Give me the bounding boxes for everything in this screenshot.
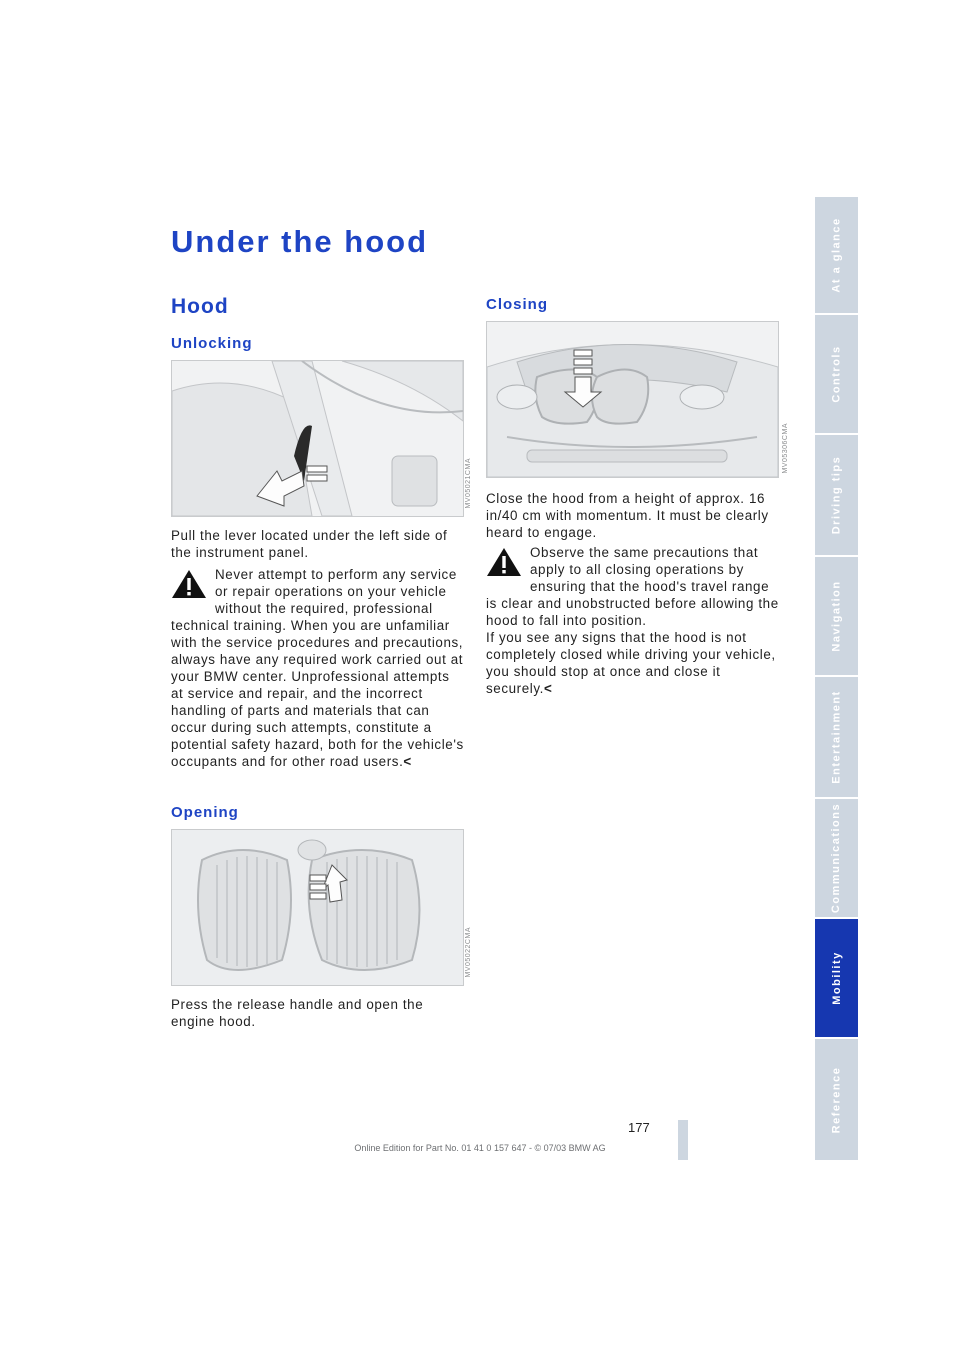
- footer-edition-note: Online Edition for Part No. 01 41 0 157 647 - © 07/03 BMW AG: [354, 1143, 606, 1153]
- subheading-closing: Closing: [486, 296, 548, 313]
- tab-reference[interactable]: Reference: [815, 1039, 858, 1160]
- closing-warning: [486, 544, 780, 697]
- chapter-tabs: [815, 197, 858, 1160]
- opening-text: Press the release handle and open the engine hood.: [171, 997, 424, 1029]
- unlocking-illustration: [171, 360, 464, 517]
- tab-driving-tips[interactable]: Driving tips: [815, 435, 858, 555]
- tab-communications[interactable]: Communications: [815, 799, 858, 917]
- tab-entertainment[interactable]: Entertainment: [815, 677, 858, 797]
- warning-text: Never attempt to perform any service or repair operations on your vehicle without the required, professional technical training. When you are unfamiliar with the service procedures and precautions, always have any required work carried out at your BMW center. Unprofessional attempts at service and repair, and the incorrect handling of parts and materials that can occur during such attempts, constitute a potential safety hazard, both for the vehicle's occupants and for other road users.: [171, 567, 464, 769]
- end-marker: <: [544, 681, 553, 696]
- unlocking-warning: [171, 566, 465, 770]
- subheading-unlocking: Unlocking: [171, 335, 253, 352]
- warning-icon: [486, 547, 522, 577]
- warning-icon: [171, 569, 207, 599]
- page-number: 177: [628, 1120, 650, 1135]
- opening-illustration: [171, 829, 464, 986]
- tab-mobility[interactable]: Mobility: [815, 919, 858, 1037]
- warning-text: Observe the same precautions that apply to all closing operations by ensuring that the hood's travel range is clear and unobstructed before allowing the hood to fall into position.: [486, 545, 779, 628]
- section-heading-hood: Hood: [171, 295, 229, 318]
- image-code: MV05306CMA: [782, 423, 789, 474]
- tab-at-a-glance[interactable]: At a glance: [815, 197, 858, 313]
- tab-controls[interactable]: Controls: [815, 315, 858, 433]
- image-code: MV05022CMA: [465, 927, 472, 978]
- end-marker: <: [403, 754, 412, 769]
- closing-illustration: [486, 321, 779, 478]
- page-number-bar: [678, 1120, 688, 1160]
- image-code: MV05021CMA: [465, 458, 472, 509]
- tab-navigation[interactable]: Navigation: [815, 557, 858, 675]
- unlocking-text: Pull the lever located under the left side of the instrument panel.: [171, 528, 448, 560]
- page-title: Under the hood: [171, 224, 429, 259]
- closing-text: Close the hood from a height of approx. 16 in/40 cm with momentum. It must be clearly heard to engage.: [486, 491, 769, 540]
- subheading-opening: Opening: [171, 804, 239, 821]
- warning-text-2: If you see any signs that the hood is not completely closed while driving your vehicle, you should stop at once and close it securely.: [486, 630, 776, 696]
